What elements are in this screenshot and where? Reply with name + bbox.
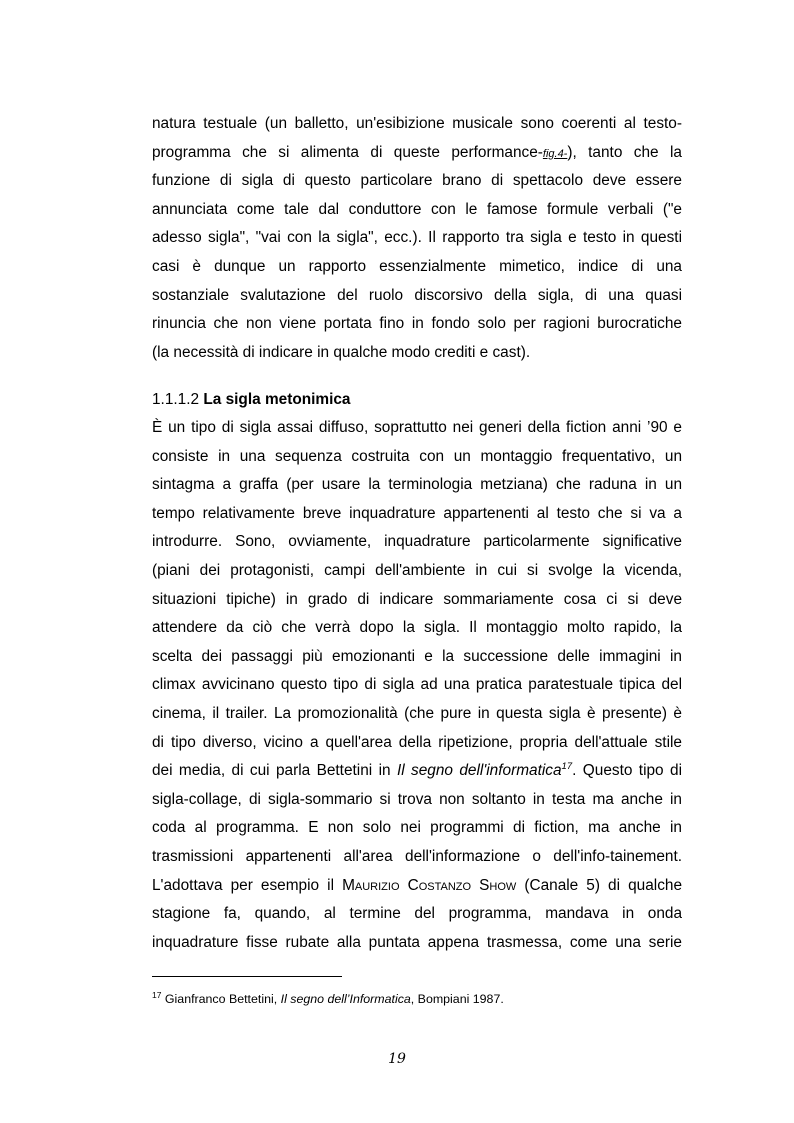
page-number: 19 — [388, 1051, 406, 1067]
footnote-divider — [152, 976, 342, 977]
text-line: sigla-collage, di sigla-sommario si trova non soltanto in testa ma anche in — [152, 790, 682, 808]
text-segment: L'adottava per esempio il — [152, 876, 343, 894]
text-line: natura testuale (un balletto, un'esibizione musicale sono coerenti al testo- — [152, 115, 682, 132]
text-line — [152, 139, 682, 168]
text-line: consiste in una sequenza costruita con un montaggio frequentativo, un — [152, 447, 682, 465]
text-line: stagione fa, quando, al termine del programma, mandava in onda — [152, 905, 682, 923]
footnote-mark: 17 — [152, 989, 162, 1000]
text-segment: dei media, di cui parla Bettetini in — [152, 762, 397, 780]
text-line: (la necessità di indicare in qualche modo crediti e cast). — [152, 343, 531, 361]
text-line: coda al programma. E non solo nei programmi di fiction, ma anche in — [152, 819, 682, 837]
paragraph-1 — [152, 110, 682, 367]
text-line: casi è dunque un rapporto essenzialmente mimetico, indice di una — [152, 257, 682, 275]
footnote-rest: , Bompiani 1987. — [410, 992, 504, 1006]
text-line: attendere da ciò che verrà dopo la sigla. Il montaggio molto rapido, la — [152, 619, 682, 637]
text-line: sintagma a graffa (per usare la terminologia metziana) che raduna in un — [152, 476, 682, 494]
text-line: rinuncia che non viene portata fino in fondo solo per ragioni burocratiche — [152, 315, 682, 333]
footnote-reference[interactable]: 17 — [561, 761, 573, 772]
text-line: introdurre. Sono, ovviamente, inquadrature particolarmente significative — [152, 533, 682, 551]
text-segment: programma che si alimenta di queste performance- — [152, 143, 543, 161]
text-segment: ), tanto che la — [567, 143, 682, 161]
text-segment: . Questo tipo di — [572, 762, 682, 780]
show-name: Maurizio Costanzo Show — [342, 876, 517, 894]
section-heading — [152, 386, 350, 415]
cited-title: Il segno dell'informatica — [396, 762, 562, 780]
text-line — [152, 872, 682, 901]
text-segment: (Canale 5) di qualche — [516, 876, 682, 894]
section-title: La sigla metonimica — [203, 391, 351, 408]
footnote-title: Il segno dell’Informatica — [280, 992, 411, 1006]
text-line: climax avvicinano questo tipo di sigla ad una pratica paratestuale tipica del — [152, 676, 682, 694]
text-line: situazioni tipiche) in grado di indicare sommariamente cosa ci si deve — [152, 590, 682, 608]
footnote-author: Gianfranco Bettetini, — [161, 992, 281, 1006]
text-line: inquadrature fisse rubate alla puntata appena trasmessa, come una serie — [152, 933, 682, 951]
paragraph-2 — [152, 414, 682, 957]
section-number: 1.1.1.2 — [152, 391, 200, 408]
text-line: sostanziale svalutazione del ruolo discorsivo della sigla, di una quasi — [152, 286, 682, 304]
text-line: di tipo diverso, vicino a quell'area della ripetizione, propria dell'attuale stile — [152, 733, 682, 751]
text-line: trasmissioni appartenenti all'area dell'informazione o dell'info-tainement. — [152, 847, 682, 865]
text-line: funzione di sigla di questo particolare brano di spettacolo deve essere — [152, 172, 682, 190]
text-line: È un tipo di sigla assai diffuso, soprattutto nei generi della fiction anni ’90 e — [152, 419, 682, 436]
text-line: tempo relativamente breve inquadrature appartenenti al testo che si va a — [152, 504, 682, 522]
text-line: (piani dei protagonisti, campi dell'ambiente in cui si svolge la vicenda, — [152, 561, 682, 579]
text-line: scelta dei passaggi più emozionanti e la successione delle immagini in — [152, 647, 682, 665]
text-line: adesso sigla", "vai con la sigla", ecc.). Il rapporto tra sigla e testo in questi — [152, 229, 682, 247]
text-line — [152, 757, 682, 786]
text-line: annunciata come tale dal conduttore con le famose formule verbali ("e — [152, 200, 682, 218]
figure-reference-link[interactable]: fig.4- — [542, 147, 568, 160]
footnote — [152, 990, 504, 1008]
text-line: cinema, il trailer. La promozionalità (che pure in questa sigla è presente) è — [152, 704, 682, 722]
